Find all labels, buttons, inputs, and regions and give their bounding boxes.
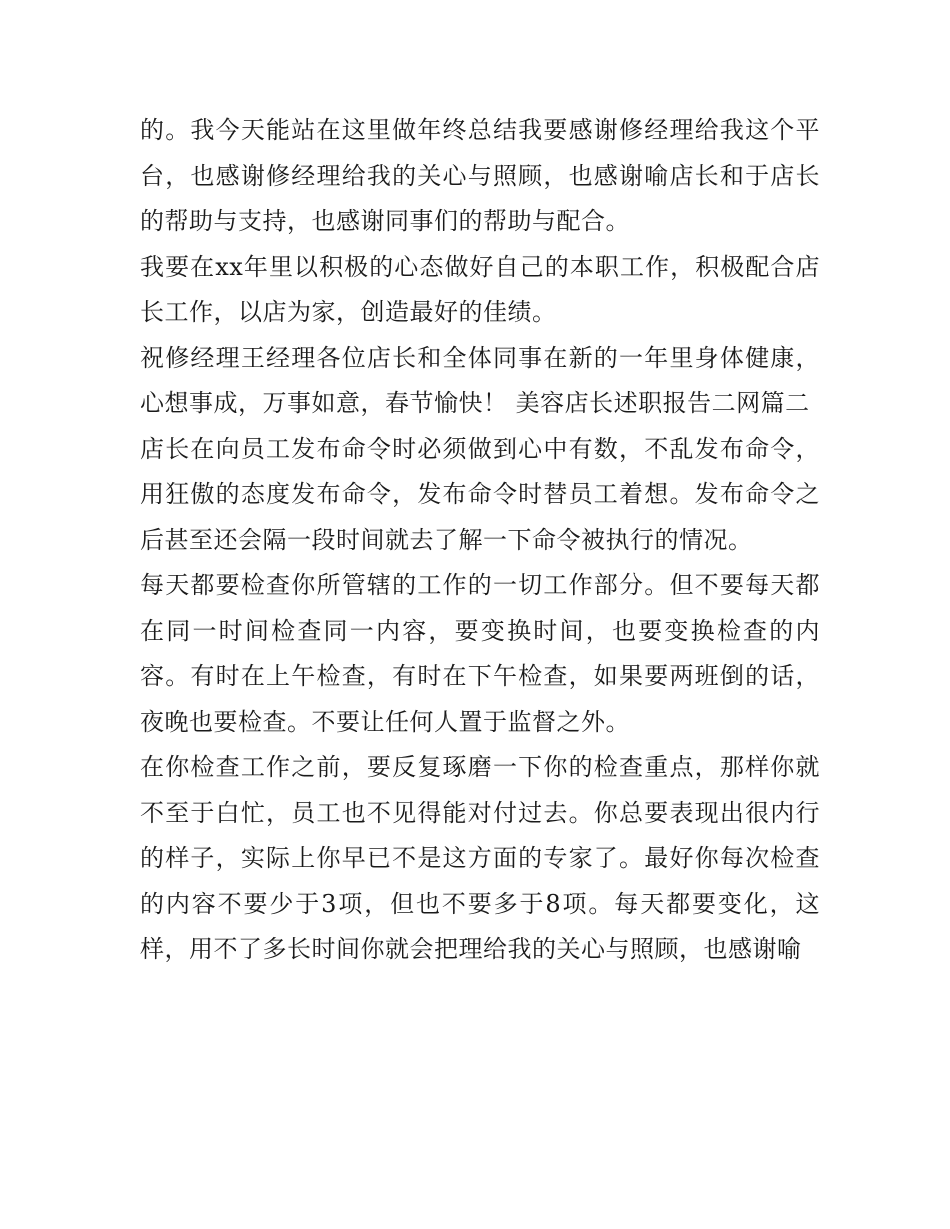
paragraph-6: 在你检查工作之前，要反复琢磨一下你的检查重点，那样你就不至于白忙，员工也不见得能对付过去。你总要表现出很内行的样子，实际上你早已不是这方面的专家了。最好你每次检查的内容不要少于3项，但也不要多于8项。每天都要变化，这样，用不了多长时间你就会把理给我的关心与照顾，也感谢喻 xyxy=(140,753,820,963)
paragraph-1: 的。我今天能站在这里做年终总结我要感谢修经理给我这个平台，也感谢修经理给我的关心与照顾，也感谢喻店长和于店长的帮助与支持，也感谢同事们的帮助与配合。 xyxy=(140,116,820,235)
paragraph-3: 祝修经理王经理各位店长和全体同事在新的一年里身体健康，心想事成，万事如意，春节愉快！ 美容店长述职报告二网篇二 xyxy=(140,343,820,417)
paragraph-2: 我要在xx年里以积极的心态做好自己的本职工作，积极配合店长工作，以店为家，创造最好的佳绩。 xyxy=(140,252,820,326)
document-body xyxy=(140,108,820,973)
paragraph-4: 店长在向员工发布命令时必须做到心中有数，不乱发布命令，用狂傲的态度发布命令，发布命令时替员工着想。发布命令之后甚至还会隔一段时间就去了解一下命令被执行的情况。 xyxy=(140,434,820,554)
paragraph-5: 每天都要检查你所管辖的工作的一切工作部分。但不要每天都在同一时间检查同一内容，要变换时间，也要变换检查的内容。有时在上午检查，有时在下午检查，如果要两班倒的话，夜晚也要检查。不要让任何人置于监督之外。 xyxy=(140,571,820,736)
